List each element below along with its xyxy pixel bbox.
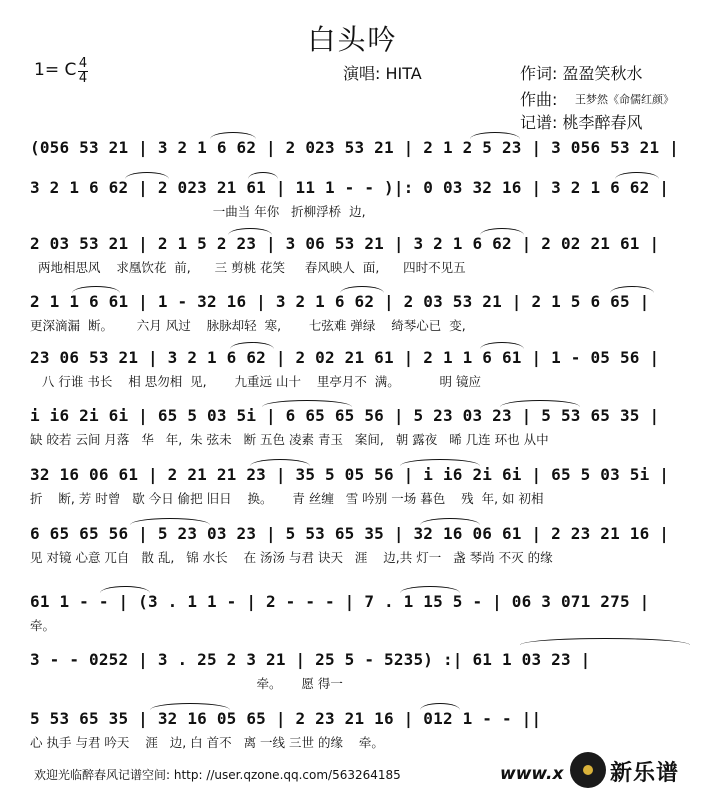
lyrics: 更深滴漏 断。 六月 风过 脉脉却轻 寒, 七弦难 弹绿 绮琴心已 变, bbox=[30, 318, 466, 333]
slur-mark bbox=[470, 132, 520, 139]
slur-mark bbox=[100, 586, 150, 593]
lyrics: 牵。 bbox=[30, 618, 56, 633]
slur-mark bbox=[262, 400, 352, 407]
notation: i i6 2i 6i | 65 5 03 5i | 6 65 65 56 | 5 23 03 23 | 5 53 65 35 | bbox=[30, 406, 660, 425]
slur-mark bbox=[150, 703, 230, 710]
composer-label: 作曲: bbox=[520, 90, 558, 109]
slur-mark bbox=[228, 228, 272, 235]
notation: (056 53 21 | 3 2 1 6 62 | 2 023 53 21 | 2 1 2 5 23 | 3 056 53 21 | bbox=[30, 138, 679, 157]
slur-mark bbox=[230, 342, 274, 349]
slur-mark bbox=[610, 286, 654, 293]
slur-mark bbox=[420, 518, 480, 525]
watermark-url: www.x bbox=[500, 764, 564, 784]
lyrics: 一曲当 年你 折柳浮桥 边, bbox=[30, 204, 366, 219]
lyrics: 八 行谁 书长 相 思勿相 见, 九重远 山十 里亭月不 满。 明 镜应 bbox=[30, 374, 481, 389]
composer: 王梦然《命儒红颜》 bbox=[575, 93, 674, 106]
repeat-bracket bbox=[520, 638, 690, 645]
lyrics: 见 对镜 心意 兀自 散 乱, 锦 水长 在 汤汤 与君 诀天 涯 边,共 灯一 盏 琴尚 不灭 的缘 bbox=[30, 550, 553, 565]
slur-mark bbox=[480, 228, 524, 235]
notation: 3 2 1 6 62 | 2 023 21 61 | 11 1 - - )|: 0 03 32 16 | 3 2 1 6 62 | bbox=[30, 178, 670, 197]
lyrics: 两地相思风 求凰饮花 前, 三 剪桃 花笑 春风映人 面, 四时不见五 bbox=[30, 260, 466, 275]
slur-mark bbox=[615, 172, 659, 179]
notation: 61 1 - - | (3 . 1 1 - | 2 - - - | 7 . 1 15 5 - | 06 3 071 275 | bbox=[30, 592, 650, 611]
meter-bottom: 4 bbox=[78, 71, 88, 86]
time-signature bbox=[78, 58, 88, 85]
slur-mark bbox=[130, 518, 210, 525]
slur-mark bbox=[500, 400, 580, 407]
notation: 3 - - 0252 | 3 . 25 2 3 21 | 25 5 - 5235) :| 61 1 03 23 | bbox=[30, 650, 591, 669]
lyricist: 作词: 盈盈笑秋水 bbox=[520, 64, 643, 83]
lyrics: 牵。 愿 得一 bbox=[30, 676, 343, 691]
singer: 演唱: HITA bbox=[343, 64, 422, 83]
watermark-brand: 新乐谱 bbox=[610, 761, 680, 786]
slur-mark bbox=[250, 459, 310, 466]
notation: 5 53 65 35 | 32 16 05 65 | 2 23 21 16 | 012 1 - - || bbox=[30, 709, 542, 728]
transcriber: 记谱: 桃李醉春风 bbox=[520, 113, 643, 132]
song-title: 白头吟 bbox=[307, 23, 398, 56]
slur-mark bbox=[125, 172, 169, 179]
footer-text: 欢迎光临醉春风记谱空间: http: //user.qzone.qq.com/563264185 bbox=[34, 768, 401, 782]
slur-mark bbox=[480, 342, 524, 349]
lyrics: 心 执手 与君 吟天 涯 边, 白 首不 离 一线 三世 的缘 牵。 bbox=[30, 735, 384, 750]
lyrics: 折 断, 芳 时曾 歇 今日 偷把 旧日 换。 青 丝缠 雪 吟别 一场 暮色 残 年, 如 初相 bbox=[30, 491, 544, 506]
slur-mark bbox=[72, 286, 120, 293]
notation: 23 06 53 21 | 3 2 1 6 62 | 2 02 21 61 | 2 1 1 6 61 | 1 - 05 56 | bbox=[30, 348, 660, 367]
slur-mark bbox=[400, 586, 460, 593]
slur-mark bbox=[340, 286, 384, 293]
slur-mark bbox=[400, 459, 480, 466]
slur-mark bbox=[248, 172, 278, 179]
meter-top: 4 bbox=[78, 56, 88, 71]
disc-center-icon bbox=[583, 765, 593, 775]
notation: 6 65 65 56 | 5 23 03 23 | 5 53 65 35 | 32 16 06 61 | 2 23 21 16 | bbox=[30, 524, 670, 543]
slur-mark bbox=[210, 132, 256, 139]
notation: 32 16 06 61 | 2 21 21 23 | 35 5 05 56 | i i6 2i 6i | 65 5 03 5i | bbox=[30, 465, 670, 484]
notation: 2 1 1 6 61 | 1 - 32 16 | 3 2 1 6 62 | 2 03 53 21 | 2 1 5 6 65 | bbox=[30, 292, 650, 311]
lyrics: 缺 皎若 云间 月落 华 年, 朱 弦未 断 五色 凌素 青玉 案间, 朝 露夜 晞 几连 环也 从中 bbox=[30, 432, 549, 447]
notation: 2 03 53 21 | 2 1 5 2 23 | 3 06 53 21 | 3 2 1 6 62 | 2 02 21 61 | bbox=[30, 234, 660, 253]
key-signature: 1= C bbox=[34, 60, 77, 80]
slur-mark bbox=[420, 703, 460, 710]
